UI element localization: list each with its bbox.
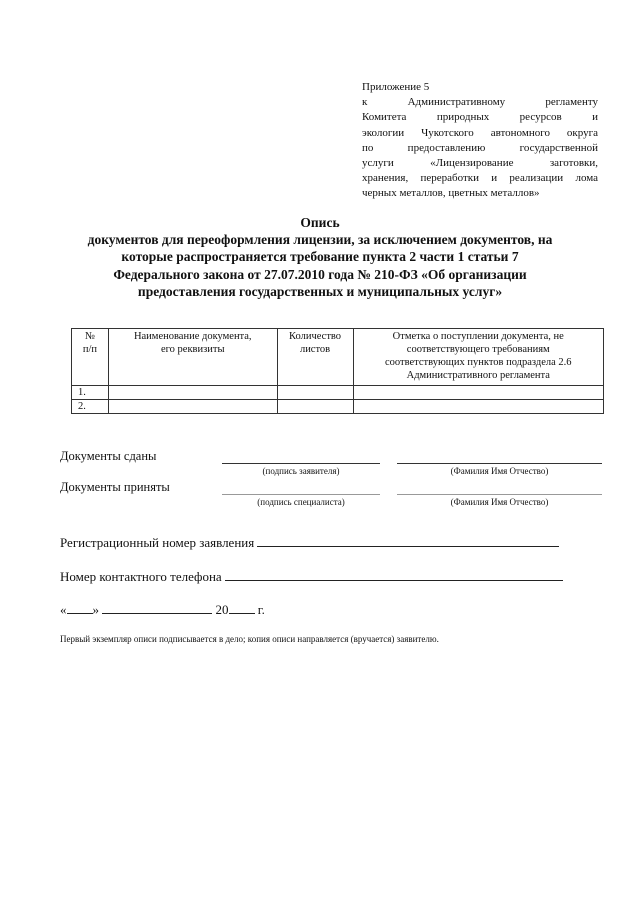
table-cell[interactable]: [108, 400, 277, 414]
table-cell[interactable]: [353, 386, 603, 400]
table-cell[interactable]: [277, 400, 353, 414]
date-close-quote: »: [92, 602, 99, 617]
applicant-signature-caption: (подпись заявителя): [262, 466, 340, 476]
document-title: [40, 214, 600, 300]
col-header-number: [72, 329, 109, 386]
reg-number-label: Регистрационный номер заявления: [60, 535, 255, 550]
table-cell[interactable]: [353, 400, 603, 414]
appendix-line: по предоставлению государственной: [362, 141, 598, 154]
header-text: № п/п: [82, 331, 98, 355]
table-cell[interactable]: [108, 386, 277, 400]
phone-label: Номер контактного телефона: [60, 569, 222, 584]
phone-field[interactable]: [225, 568, 563, 581]
col-header-receipt-mark: [353, 329, 603, 386]
title-heading: Опись: [300, 215, 340, 230]
appendix-line: Приложение 5: [362, 81, 430, 93]
reg-number-field[interactable]: [257, 534, 559, 547]
date-year-field[interactable]: [229, 601, 255, 614]
applicant-fio-line[interactable]: [397, 463, 602, 464]
header-text: Количество листов: [289, 331, 342, 355]
header-text: Наименование документа, его реквизиты: [133, 331, 252, 355]
table-cell[interactable]: [277, 386, 353, 400]
specialist-fio-line[interactable]: [397, 494, 602, 495]
phone-row: [60, 568, 563, 585]
specialist-signature-caption: (подпись специалиста): [257, 497, 345, 507]
date-open-quote: «: [60, 602, 67, 617]
date-month-field[interactable]: [102, 601, 212, 614]
appendix-line: к Административному регламенту: [362, 96, 598, 109]
inventory-table: [71, 328, 604, 414]
submitted-label: Документы сданы: [60, 449, 157, 463]
applicant-signature-line[interactable]: [222, 463, 380, 464]
specialist-fio-caption: (Фамилия Имя Отчество): [450, 497, 549, 507]
reg-number-row: [60, 534, 559, 551]
table-cell: 1.: [72, 386, 109, 400]
table-cell: 2.: [72, 400, 109, 414]
title-line: предоставления государственных и муниципальных услуг»: [137, 283, 503, 299]
table-header-row: [72, 329, 604, 386]
specialist-signature-line[interactable]: [222, 494, 380, 495]
appendix-header: [362, 80, 598, 202]
appendix-line: черных металлов, цветных металлов»: [362, 187, 540, 200]
appendix-line: Комитета природных ресурсов и: [362, 111, 598, 124]
received-label: Документы приняты: [60, 480, 170, 494]
title-line: документов для переоформления лицензии, за исключением документов, на: [87, 232, 553, 248]
title-line: Федерального закона от 27.07.2010 года № 210-ФЗ «Об организации: [113, 266, 527, 282]
col-header-document-name: [108, 329, 277, 386]
appendix-line: экологии Чукотского автономного округа: [362, 126, 598, 139]
table-row: [72, 400, 604, 414]
footnote: Первый экземпляр описи подписывается в дело; копия описи направляется (вручается) заявителю.: [60, 634, 439, 644]
table-row: [72, 386, 604, 400]
date-day-field[interactable]: [67, 601, 93, 614]
appendix-line: услуги «Лицензирование заготовки,: [362, 157, 598, 170]
col-header-sheet-count: [277, 329, 353, 386]
applicant-fio-caption: (Фамилия Имя Отчество): [450, 466, 549, 476]
date-year-suffix: г.: [257, 602, 265, 617]
title-line: которые распространяется требование пункта 2 части 1 статьи 7: [121, 249, 519, 265]
date-year-prefix: 20: [215, 602, 229, 617]
header-text: Отметка о поступлении документа, не соответствующего требованиям соответствующих пунктов подраздела 2.6 Административного регламента: [384, 331, 572, 381]
appendix-line: хранения, переработки и реализации лома: [362, 172, 598, 185]
date-row: [60, 601, 265, 618]
